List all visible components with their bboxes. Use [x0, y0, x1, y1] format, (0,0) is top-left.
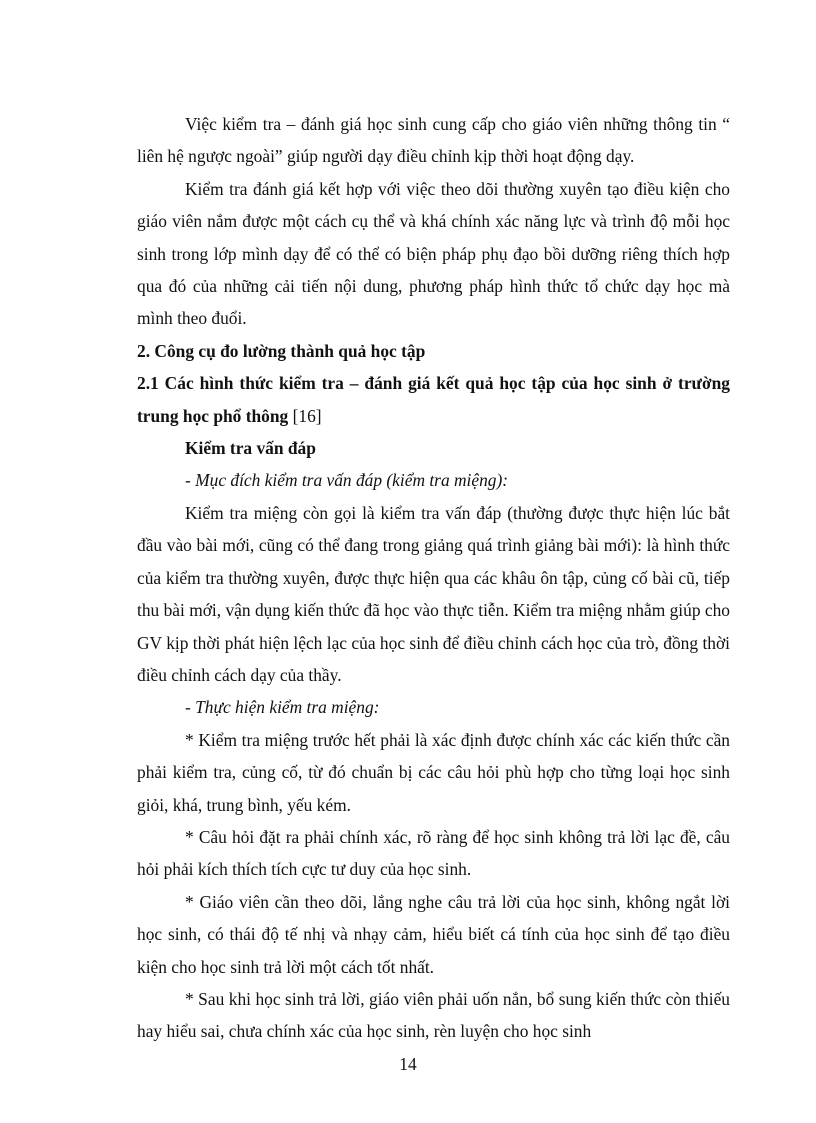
section-heading: 2. Công cụ đo lường thành quả học tập	[137, 340, 426, 361]
topic-heading: Kiểm tra vấn đáp	[185, 438, 316, 459]
purpose-paragraph: Kiểm tra miệng còn gọi là kiểm tra vấn đáp (thường được thực hiện lúc bắt đầu vào bài mới, cũng có thể đang trong giảng quá trình giảng bài mới): là hình thức của kiểm tra thường xuyên, được thực hiện qua các khâu ôn tập, củng cố bài cũ, tiếp thu bài mới, vận dụng kiến thức đã học vào thực tiễn. Kiểm tra miệng nhằm giúp cho GV kịp thời phát hiện lệch lạc của học sinh để điều chỉnh cách học của trò, đồng thời điều chỉnh cách dạy của thầy.	[137, 502, 730, 685]
body-paragraph: Việc kiểm tra – đánh giá học sinh cung cấp cho giáo viên những thông tin “ liên hệ ngược ngoài” giúp người dạy điều chỉnh kịp thời hoạt động dạy.	[137, 114, 730, 167]
subsection-heading	[137, 367, 730, 432]
bullet-paragraph: * Câu hỏi đặt ra phải chính xác, rõ ràng để học sinh không trả lời lạc đề, câu hỏi phải kích thích tích cực tư duy của học sinh.	[137, 826, 730, 880]
page-body	[137, 108, 730, 1048]
bullet-paragraph: * Giáo viên cần theo dõi, lắng nghe câu trả lời của học sinh, không ngắt lời học sinh, có thái độ tế nhị và nhạy cảm, hiểu biết cá tính của học sinh để tạo điều kiện cho học sinh trả lời một cách tốt nhất.	[137, 891, 730, 977]
purpose-label: - Mục đích kiểm tra vấn đáp (kiểm tra miệng):	[185, 470, 509, 491]
implementation-label: - Thực hiện kiểm tra miệng:	[185, 697, 380, 718]
bullet-paragraph: * Sau khi học sinh trả lời, giáo viên phải uốn nắn, bổ sung kiến thức còn thiếu hay hiểu sai, chưa chính xác của học sinh, rèn luyện cho học sinh	[137, 988, 730, 1042]
subsection-heading-text: 2.1 Các hình thức kiểm tra – đánh giá kết quả học tập của học sinh ở trường trung học phổ thông	[137, 373, 730, 426]
bullet-paragraph: * Kiểm tra miệng trước hết phải là xác định được chính xác các kiến thức cần phải kiểm tra, củng cố, từ đó chuẩn bị các câu hỏi phù hợp cho từng loại học sinh giỏi, khá, trung bình, yếu kém.	[137, 729, 730, 815]
page-number: 14	[399, 1054, 417, 1074]
citation-reference: [16]	[288, 405, 322, 426]
body-paragraph: Kiểm tra đánh giá kết hợp với việc theo dõi thường xuyên tạo điều kiện cho giáo viên nắm được một cách cụ thể và khá chính xác năng lực và trình độ mỗi học sinh trong lớp mình dạy để có thể có biện pháp phụ đạo bồi dưỡng riêng thích hợp qua đó của những cải tiến nội dung, phương pháp hình thức tổ chức dạy học mà mình theo đuổi.	[137, 178, 730, 329]
